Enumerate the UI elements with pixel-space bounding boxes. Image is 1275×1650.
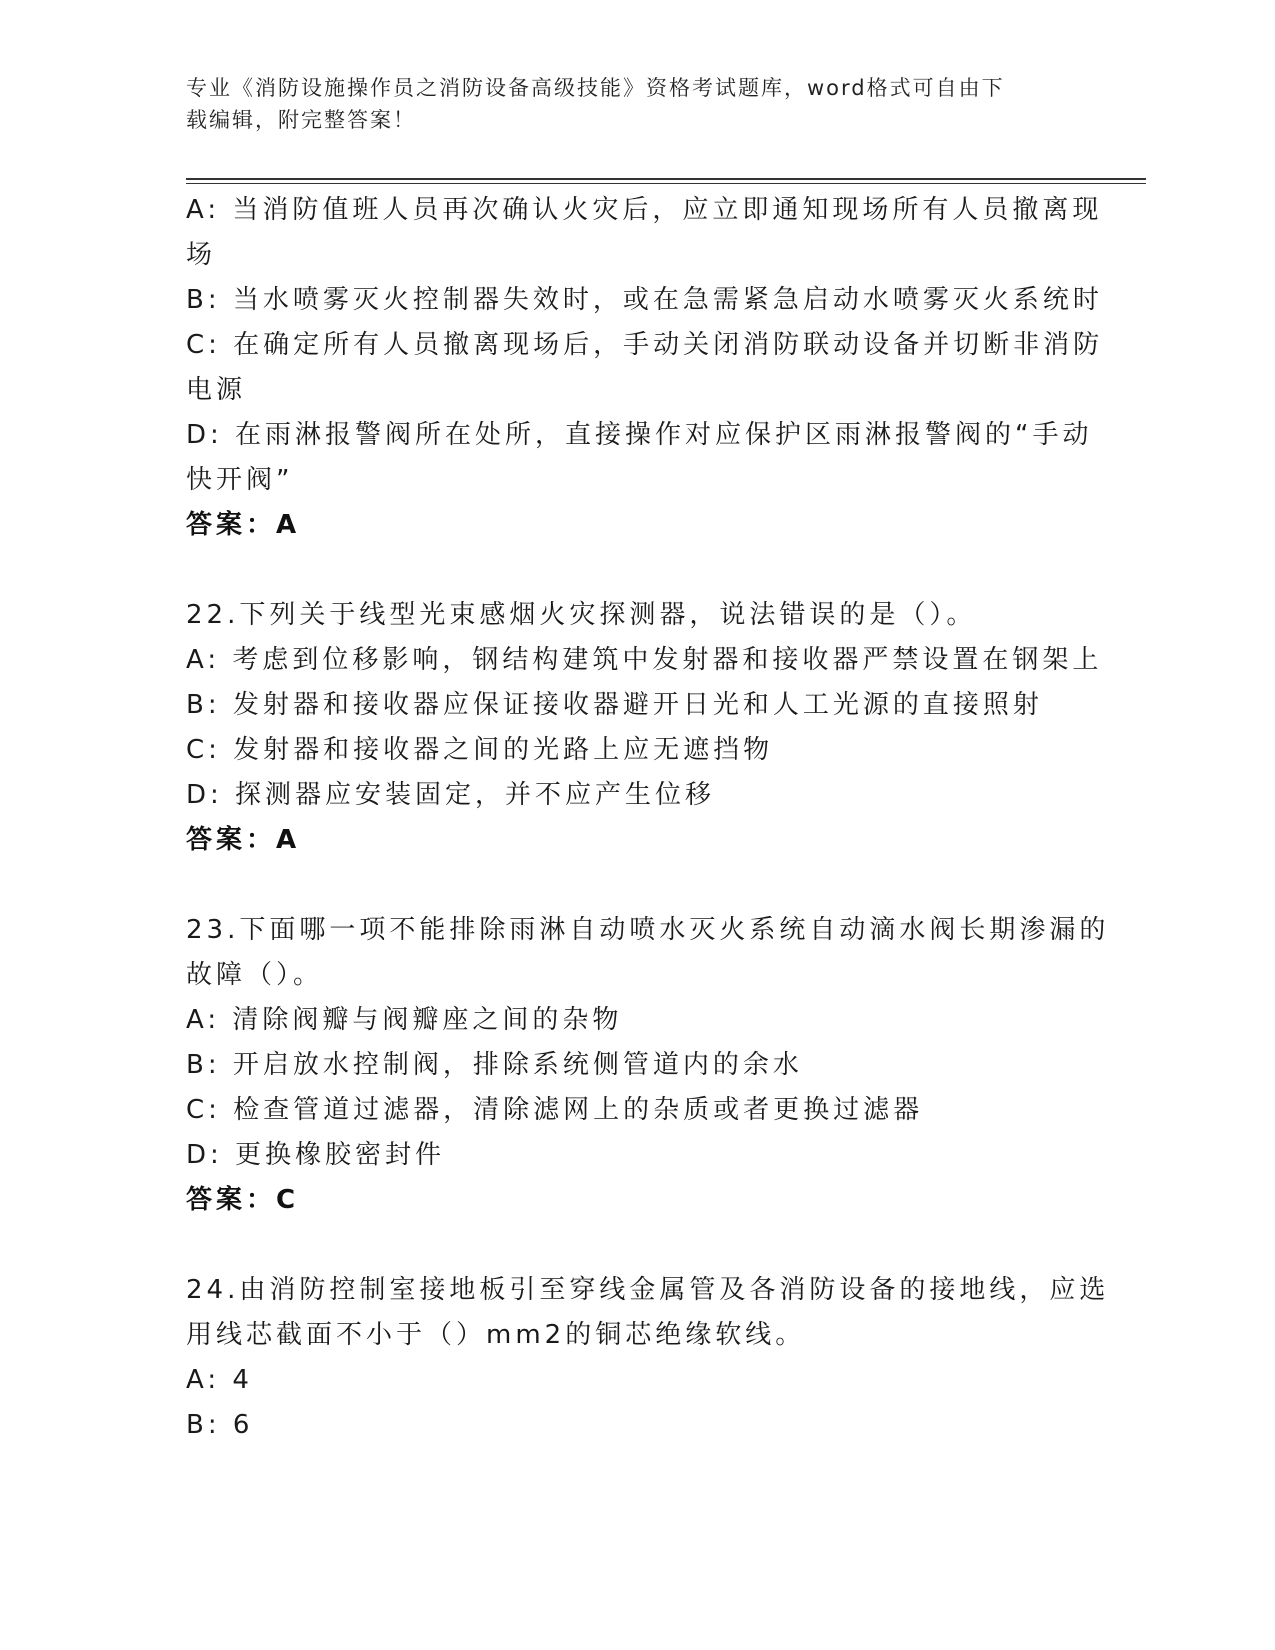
- q21-option-c-line-2: 电源: [186, 375, 247, 405]
- spacer: [186, 863, 1076, 908]
- q22-option-b: B: 发射器和接收器应保证接收器避开日光和人工光源的直接照射: [186, 690, 1043, 720]
- question-24: [186, 1268, 1110, 1448]
- q22-answer: 答案：A: [186, 825, 301, 855]
- q21-answer: 答案：A: [186, 510, 301, 540]
- q23-option-d: D: 更换橡胶密封件: [186, 1140, 446, 1170]
- header-line-2: 载编辑，附完整答案！: [186, 108, 416, 132]
- header-line-1: 专业《消防设施操作员之消防设备高级技能》资格考试题库，word格式可自由下: [186, 76, 1005, 100]
- spacer: [186, 548, 1076, 593]
- q21-option-c-line-1: C: 在确定所有人员撤离现场后，手动关闭消防联动设备并切断非消防: [186, 330, 1104, 360]
- q21-option-b: B: 当水喷雾灭火控制器失效时，或在急需紧急启动水喷雾灭火系统时: [186, 285, 1103, 315]
- q23-option-a: A: 清除阀瓣与阀瓣座之间的杂物: [186, 1005, 623, 1035]
- q22-option-d: D: 探测器应安装固定，并不应产生位移: [186, 780, 716, 810]
- q21-option-d-line-2: 快开阀”: [186, 465, 294, 495]
- q24-option-a: A: 4: [186, 1365, 253, 1395]
- q21-option-a-line-1: A: 当消防值班人员再次确认火灾后，应立即通知现场所有人员撤离现: [186, 195, 1103, 225]
- q24-question-line-2: 用线芯截面不小于（）mm2的铜芯绝缘软线。: [186, 1320, 806, 1350]
- q23-question-line-1: 23.下面哪一项不能排除雨淋自动喷水灭火系统自动滴水阀长期渗漏的: [186, 915, 1110, 945]
- header-divider-thick: [186, 178, 1146, 180]
- q21-option-d-line-1: D: 在雨淋报警阀所在处所，直接操作对应保护区雨淋报警阀的“手动: [186, 420, 1093, 450]
- header-divider-thin: [186, 183, 1146, 184]
- q23-option-c: C: 检查管道过滤器，清除滤网上的杂质或者更换过滤器: [186, 1095, 924, 1125]
- q22-option-a: A: 考虑到位移影响，钢结构建筑中发射器和接收器严禁设置在钢架上: [186, 645, 1103, 675]
- question-21: [186, 188, 1104, 548]
- spacer: [186, 1223, 1076, 1268]
- q22-question: 22.下列关于线型光束感烟火灾探测器，说法错误的是（）。: [186, 600, 977, 630]
- q21-option-a-line-2: 场: [186, 240, 217, 270]
- question-23: [186, 908, 1110, 1223]
- q23-question-line-2: 故障（）。: [186, 960, 324, 990]
- q24-option-b: B: 6: [186, 1410, 254, 1440]
- q23-answer: 答案：C: [186, 1185, 300, 1215]
- document-body: [186, 188, 1110, 1448]
- q23-option-b: B: 开启放水控制阀，排除系统侧管道内的余水: [186, 1050, 803, 1080]
- q24-question-line-1: 24.由消防控制室接地板引至穿线金属管及各消防设备的接地线，应选: [186, 1275, 1110, 1305]
- question-22: [186, 593, 1103, 863]
- document-header: [186, 72, 1066, 136]
- q22-option-c: C: 发射器和接收器之间的光路上应无遮挡物: [186, 735, 774, 765]
